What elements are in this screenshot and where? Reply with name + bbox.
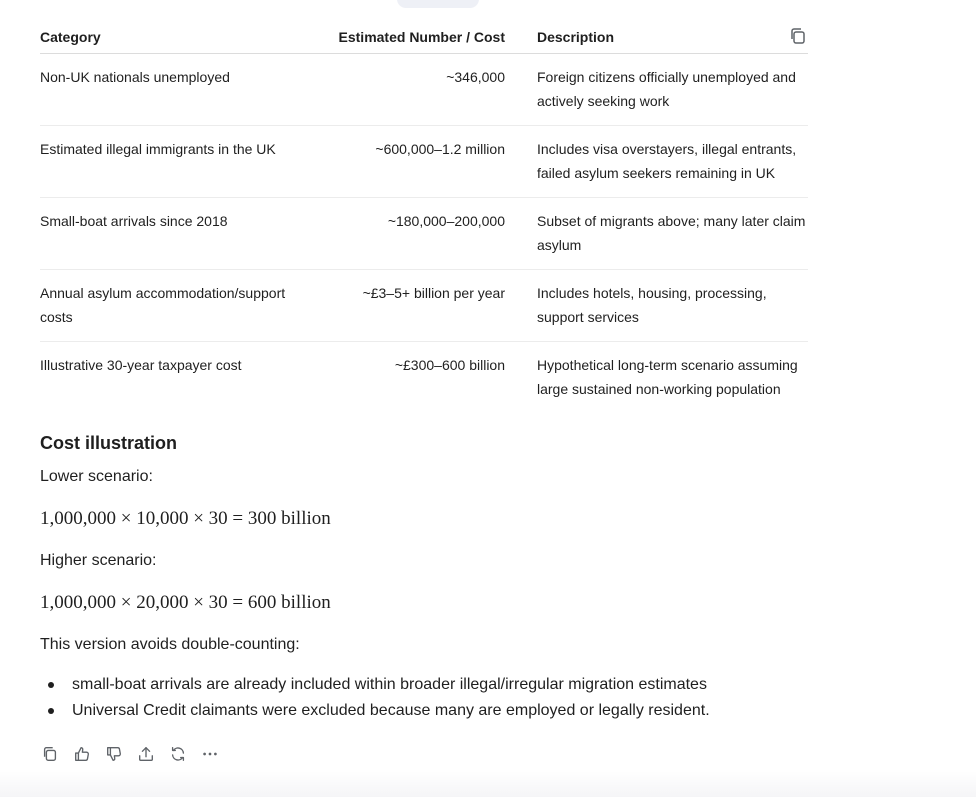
- double-counting-note: This version avoids double-counting:: [40, 636, 300, 653]
- cell-estimate: ~£3–5+ billion per year: [315, 270, 537, 342]
- lower-scenario-formula: 1,000,000 × 10,000 × 30 = 300 billion: [40, 508, 331, 529]
- cost-illustration-section: [40, 430, 920, 724]
- list-item-text: Universal Credit claimants were excluded because many are employed or legally resident.: [72, 702, 710, 719]
- list-item: [40, 672, 920, 698]
- table-row: [40, 126, 808, 198]
- table-row: [40, 270, 808, 342]
- cell-category: Non-UK nationals unemployed: [40, 54, 315, 126]
- bottom-fade: [0, 771, 976, 797]
- response-actions-bar: [40, 744, 220, 764]
- cell-description: Includes hotels, housing, processing, support services: [537, 270, 808, 342]
- cell-estimate: ~180,000–200,000: [315, 198, 537, 270]
- list-item-text: small-boat arrivals are already included within broader illegal/irregular migration estimates: [72, 676, 707, 693]
- cell-estimate: ~600,000–1.2 million: [315, 126, 537, 198]
- bullet-icon: [48, 682, 54, 688]
- higher-scenario-label: Higher scenario:: [40, 552, 157, 569]
- copy-icon[interactable]: [40, 744, 60, 764]
- more-icon[interactable]: [200, 744, 220, 764]
- table-row: [40, 54, 808, 126]
- cell-description: Foreign citizens officially unemployed and actively seeking work: [537, 54, 808, 126]
- share-icon[interactable]: [136, 744, 156, 764]
- cell-description: Includes visa overstayers, illegal entrants, failed asylum seekers remaining in UK: [537, 126, 808, 198]
- cell-category: Small-boat arrivals since 2018: [40, 198, 315, 270]
- data-table: [40, 22, 808, 413]
- cell-description: Hypothetical long-term scenario assuming large sustained non-working population: [537, 357, 798, 397]
- copy-table-icon[interactable]: [788, 26, 808, 46]
- higher-scenario-formula: 1,000,000 × 20,000 × 30 = 600 billion: [40, 592, 331, 613]
- cell-description: Subset of migrants above; many later claim asylum: [537, 198, 808, 270]
- table-row: [40, 198, 808, 270]
- table-header-row: [40, 22, 808, 54]
- header-estimate: Estimated Number / Cost: [315, 22, 537, 54]
- section-heading: Cost illustration: [40, 433, 178, 453]
- regenerate-icon[interactable]: [168, 744, 188, 764]
- bullet-icon: [48, 708, 54, 714]
- thumbs-up-icon[interactable]: [72, 744, 92, 764]
- notes-list: [40, 672, 920, 724]
- header-category: Category: [40, 22, 315, 54]
- top-scroll-pill: [397, 0, 479, 8]
- cell-category: Annual asylum accommodation/support costs: [40, 270, 315, 342]
- thumbs-down-icon[interactable]: [104, 744, 124, 764]
- cell-estimate: ~346,000: [315, 54, 537, 126]
- lower-scenario-label: Lower scenario:: [40, 468, 153, 485]
- cell-category: Estimated illegal immigrants in the UK: [40, 126, 315, 198]
- header-description: Description: [537, 22, 808, 54]
- data-table-container: [40, 22, 808, 413]
- list-item: [40, 698, 920, 724]
- cell-category: Illustrative 30-year taxpayer cost: [40, 357, 242, 373]
- table-row: [40, 342, 808, 414]
- cell-estimate: ~£300–600 billion: [394, 357, 505, 373]
